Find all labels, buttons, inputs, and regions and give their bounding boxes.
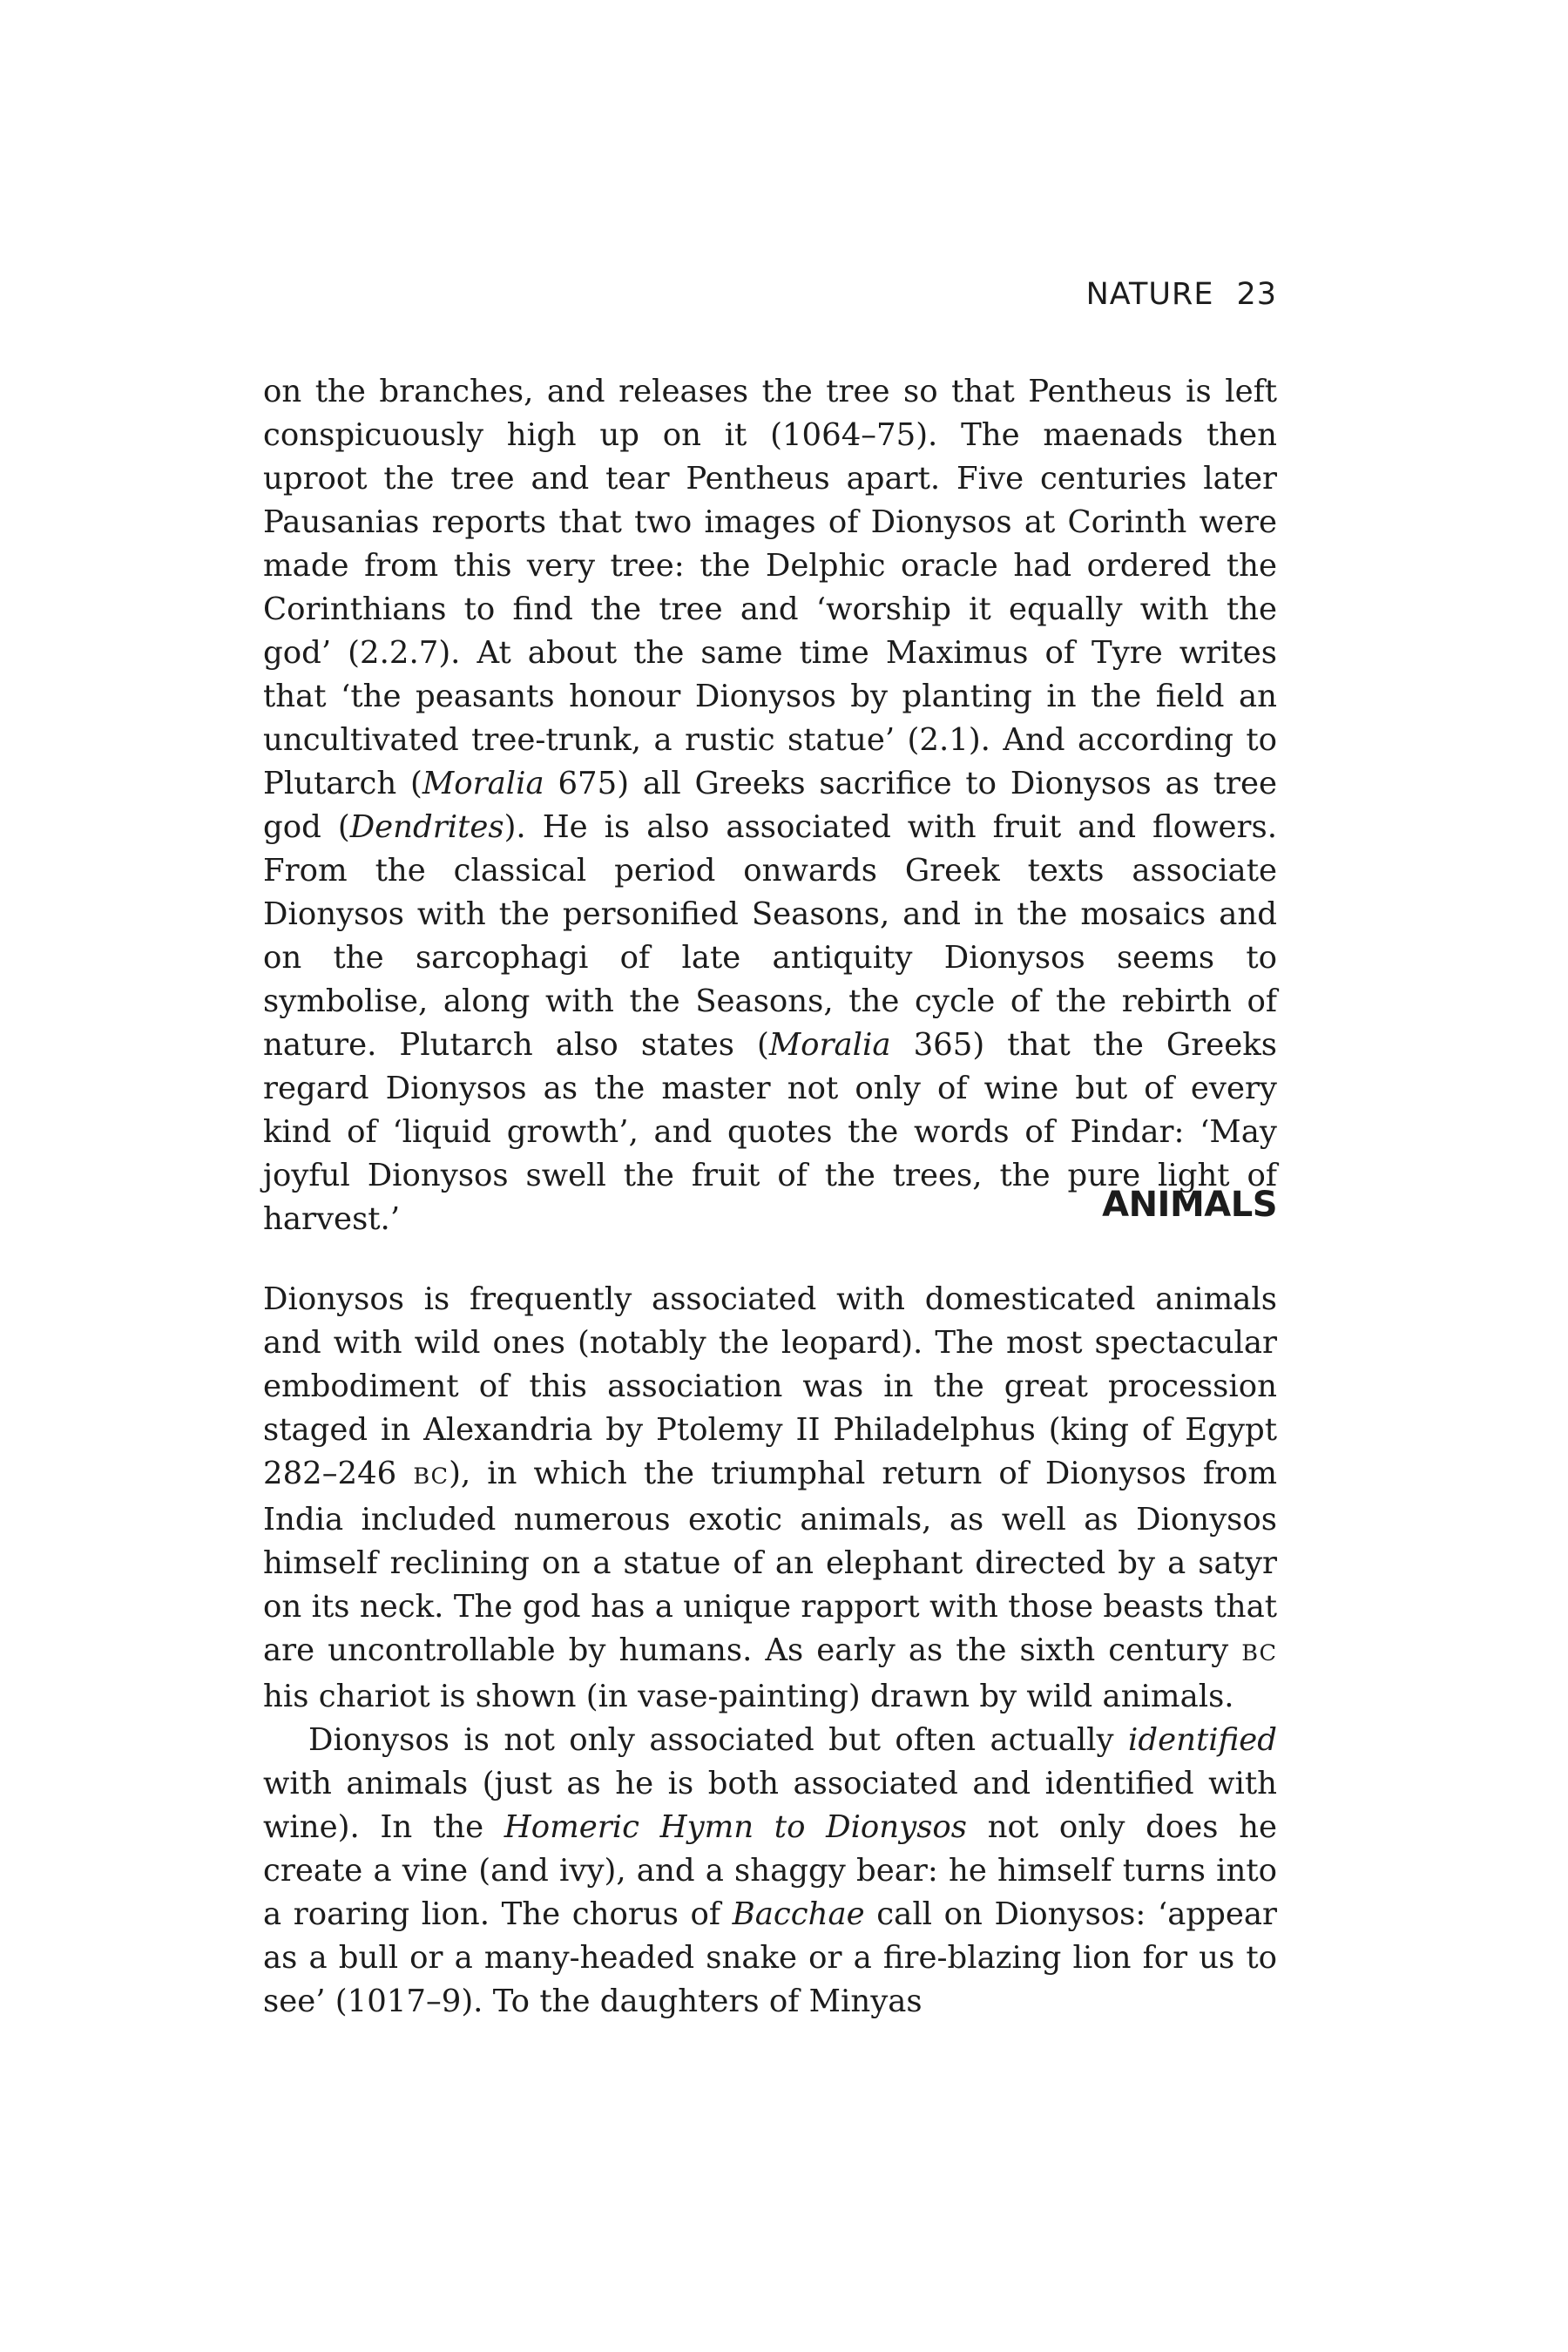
- paragraph: [263, 370, 1277, 1241]
- text-run: call on Dionysos: ‘appear as a bull or a many-headed snake or a fire-blazing lion for us to see’ (1017–9). To the daughters of Minyas: [263, 1896, 1277, 2019]
- paragraph: [263, 1278, 1277, 1719]
- text-run: with animals (just as he is both associated and identified with wine). In the: [263, 1766, 1277, 1845]
- page-number: 23: [1236, 277, 1277, 312]
- text-run: not only does he create a vine (and ivy), and a shaggy bear: he himself turns into a roaring lion. The chorus of: [263, 1809, 1278, 1932]
- italic-title: Bacchae: [732, 1896, 865, 1932]
- italic-title: Moralia: [768, 1027, 891, 1063]
- italic-emphasis: identified: [1128, 1722, 1277, 1758]
- animals-section-text: [263, 1278, 1277, 2024]
- text-run: Dionysos is frequently associated with domesticated animals and with wild ones (notably the leopard). The most spectacular embodiment of this association was in the great procession staged in Alexandria by Ptolemy II Philadelphus (king of Egypt 282–246: [263, 1281, 1277, 1491]
- text-run: his chariot is shown (in vase-painting) drawn by wild animals.: [263, 1679, 1234, 1714]
- nature-section-text: [263, 370, 1277, 1241]
- italic-term: Dendrites: [349, 809, 504, 845]
- paragraph: [263, 1719, 1277, 2024]
- running-head-title: NATURE: [1085, 277, 1214, 312]
- text-run: on the branches, and releases the tree so that Pentheus is left conspicuously high up on it (1064–75). The maenads then uproot the tree and tear Pentheus apart. Five centuries later Pausanias reports that two images of Dionysos at Corinth were made from this very tree: the Delphic oracle had ordered the Corinthians to find the tree and ‘worship it equally with the god’ (2.2.7). At about the same time Maximus of Tyre writes that ‘the peasants honour Dionysos by planting in the field an uncultivated tree-trunk, a rustic statue’ (2.1). And according to Plutarch (: [263, 374, 1277, 801]
- text-run: 675) all Greeks sacrifice to Dionysos as tree god (: [263, 766, 1277, 845]
- text-run: Dionysos is not only associated but often actually: [308, 1722, 1129, 1758]
- text-run: 365) that the Greeks regard Dionysos as the master not only of wine but of every kind of ‘liquid growth’, and quotes the words of Pindar: ‘May joyful Dionysos swell the fruit of the trees, the pure light of harvest.’: [263, 1027, 1277, 1237]
- small-caps-era: BC: [1241, 1640, 1277, 1666]
- text-run: ), in which the triumphal return of Dionysos from India included numerous exotic animals, as well as Dionysos himself reclining on a statue of an elephant directed by a satyr on its neck. The god has a unique rapport with those beasts that are uncontrollable by humans. As early as the sixth century: [263, 1456, 1277, 1668]
- italic-title: Moralia: [422, 766, 544, 801]
- small-caps-era: BC: [413, 1463, 449, 1490]
- italic-title: Homeric Hymn to Dionysos: [504, 1809, 968, 1845]
- text-run: ). He is also associated with fruit and flowers. From the classical period onwards Greek texts associate Dionysos with the personified Seasons, and in the mosaics and on the sarcophagi of late antiquity Dionysos seems to symbolise, along with the Seasons, the cycle of the rebirth of nature. Plutarch also states (: [263, 809, 1277, 1063]
- running-head: [1086, 277, 1277, 312]
- section-heading-animals: ANIMALS: [1102, 1185, 1277, 1225]
